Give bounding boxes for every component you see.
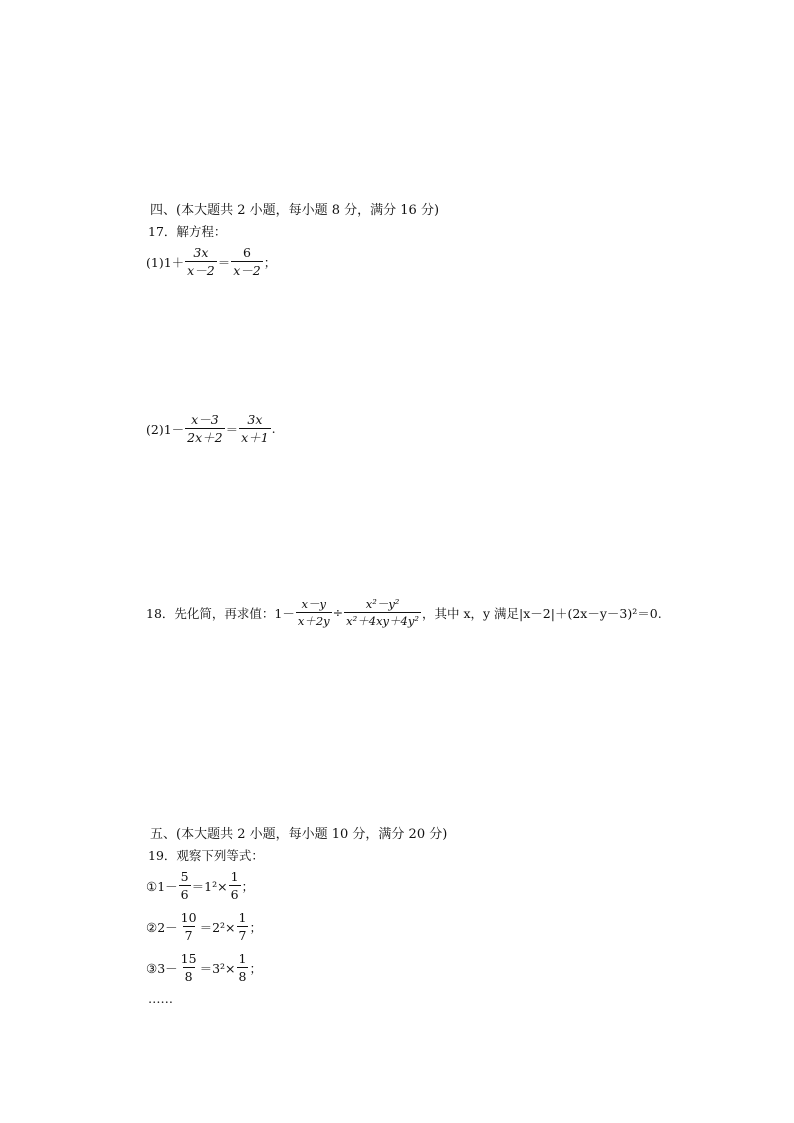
- equation-fraction: [179, 911, 199, 943]
- equals-sign: ＝: [217, 254, 231, 270]
- q19-equation-1: [146, 870, 254, 902]
- fraction-denominator: x＋1: [241, 429, 269, 445]
- fraction-denominator: x－2: [187, 262, 215, 278]
- fraction-numerator: x－y: [301, 597, 326, 611]
- fraction-denominator: 8: [238, 968, 247, 984]
- equation-middle: ＝3²×: [199, 960, 236, 976]
- q19-equation-2: [146, 911, 262, 943]
- fraction-numerator: x²－y²: [365, 597, 400, 611]
- equation-lead: ①1－: [146, 878, 178, 894]
- q18-fraction-1: [296, 598, 332, 627]
- q18-problem: [146, 598, 662, 627]
- equation-fraction: [179, 952, 199, 984]
- fraction-numerator: 15: [180, 951, 197, 966]
- fraction-numerator: 1: [238, 951, 247, 966]
- equation-fraction: [237, 911, 249, 943]
- section-4-heading: 四、(本大题共 2 小题，每小题 8 分，满分 16 分): [150, 203, 440, 218]
- fraction-numerator: 5: [180, 869, 189, 884]
- punctuation: ；: [241, 878, 255, 894]
- equals-sign: ＝: [225, 421, 239, 437]
- q17-part2-label: (2)1－: [146, 421, 185, 437]
- q19-equation-3: [146, 952, 262, 984]
- fraction-numerator: 1: [238, 910, 247, 925]
- equation-fraction: [237, 952, 249, 984]
- q18-suffix: ，其中 x，y 满足|x－2|＋(2x－y－3)²＝0.: [421, 605, 662, 621]
- q17-part1-equation: [146, 246, 276, 278]
- fraction-denominator: 7: [184, 927, 193, 943]
- punctuation: .: [271, 421, 276, 437]
- q19-ellipsis: ……: [148, 991, 173, 1006]
- punctuation: ；: [249, 919, 262, 935]
- equation-fraction: [179, 870, 191, 902]
- fraction-denominator: 6: [180, 886, 189, 902]
- fraction-numerator: 3x: [193, 245, 209, 260]
- q17-part1-label: (1)1＋: [146, 254, 185, 270]
- equation-lead: ③3－: [146, 960, 178, 976]
- equation-lead: ②2－: [146, 919, 178, 935]
- fraction-numerator: 10: [180, 910, 197, 925]
- q18-prefix: 18．先化简，再求值：1－: [146, 605, 295, 621]
- section-5-heading: 五、(本大题共 2 小题，每小题 10 分，满分 20 分): [150, 827, 448, 842]
- fraction-numerator: x－3: [191, 412, 219, 427]
- q17-part2-lhs-fraction: [185, 413, 224, 445]
- q17-stem: 17．解方程：: [148, 224, 227, 239]
- equation-fraction: [229, 870, 241, 902]
- q17-part1-rhs-fraction: [231, 246, 263, 278]
- fraction-denominator: 2x＋2: [187, 429, 223, 445]
- fraction-denominator: x－2: [233, 262, 261, 278]
- q19-stem: 19．观察下列等式：: [148, 848, 264, 863]
- fraction-denominator: 6: [230, 886, 239, 902]
- punctuation: ；: [263, 254, 277, 270]
- division-sign: ÷: [332, 605, 344, 621]
- fraction-numerator: 1: [230, 869, 239, 884]
- q17-part1-lhs-fraction: [185, 246, 217, 278]
- q18-fraction-2: [344, 598, 421, 627]
- punctuation: ；: [249, 960, 262, 976]
- fraction-denominator: x²＋4xy＋4y²: [346, 613, 419, 628]
- fraction-numerator: 6: [242, 245, 251, 260]
- equation-middle: ＝2²×: [199, 919, 236, 935]
- fraction-denominator: 7: [238, 927, 247, 943]
- fraction-numerator: 3x: [247, 412, 263, 427]
- fraction-denominator: x＋2y: [297, 613, 330, 628]
- q17-part2-rhs-fraction: [239, 413, 271, 445]
- equation-middle: ＝1²×: [191, 878, 228, 894]
- q17-part2-equation: [146, 413, 276, 445]
- fraction-denominator: 8: [184, 968, 193, 984]
